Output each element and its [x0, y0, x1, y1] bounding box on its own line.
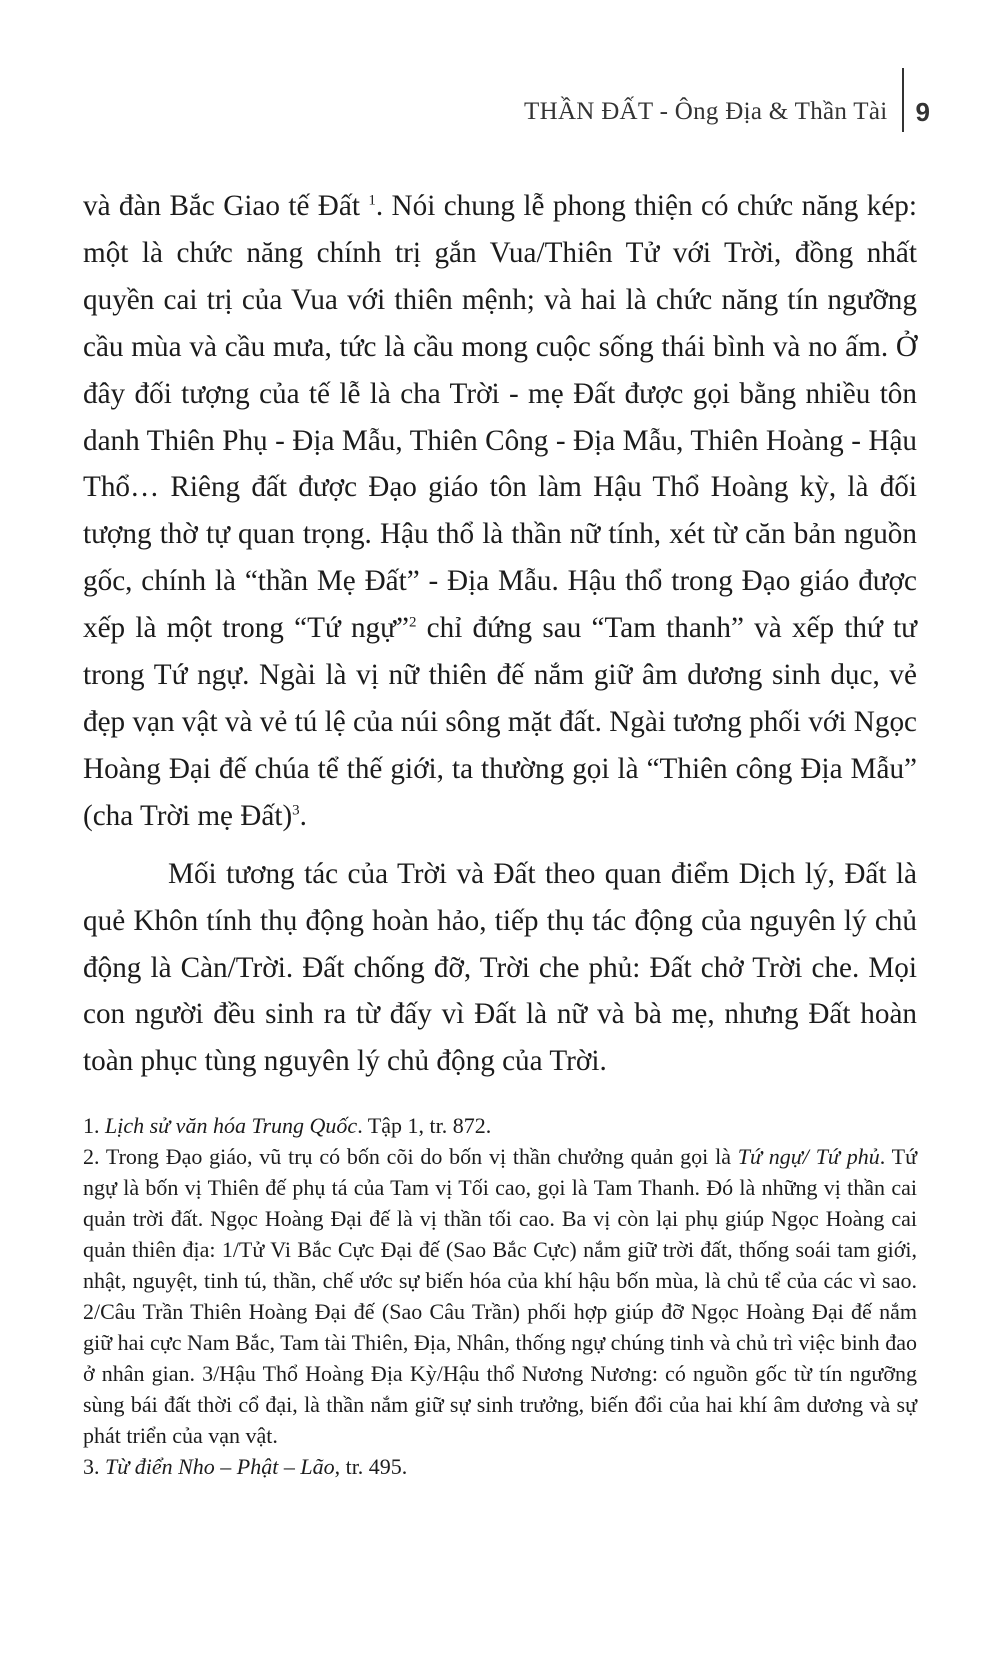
footnote-2-number: 2.: [83, 1144, 106, 1169]
footnote-1-title: Lịch sử văn hóa Trung Quốc: [105, 1113, 358, 1138]
footnote-2: [83, 1141, 917, 1451]
footnotes: [83, 1110, 917, 1482]
paragraph-1-part-b: . Nói chung lễ phong thiện có chức năng kép: một là chức năng chính trị gắn Vua/Thiên Tử với Trời, đồng nhất quyền cai trị của Vua với thiên mệnh; và hai là chức năng tín ngưỡng cầu mùa và cầu mưa, tức là cầu mong cuộc sống thái bình và no ấm. Ở đây đối tượng của tế lễ là cha Trời - mẹ Đất được gọi bằng nhiều tôn danh Thiên Phụ - Địa Mẫu, Thiên Công - Địa Mẫu, Thiên Hoàng - Hậu Thổ… Riêng đất được Đạo giáo tôn làm Hậu Thổ Hoàng kỳ, là đối tượng thờ tự quan trọng. Hậu thổ là thần nữ tính, xét từ căn bản nguồn gốc, chính là “thần Mẹ Đất” - Địa Mẫu. Hậu thổ trong Đạo giáo được xếp là một trong “Tứ ngự”: [83, 190, 917, 645]
footnote-2-italic-term: Tứ ngự/ Tứ phủ: [737, 1144, 880, 1169]
paragraph-1-part-c: chỉ đứng sau “Tam thanh” và xếp thứ tư trong Tứ ngự. Ngài là vị nữ thiên đế nắm giữ âm dương sinh dục, vẻ đẹp vạn vật và vẻ tú lệ của núi sông mặt đất. Ngài tương phối với Ngọc Hoàng Đại đế chúa tể thế giới, ta thường gọi là “Thiên công Địa Mẫu” (cha Trời mẹ Đất): [83, 612, 917, 832]
footnote-3-title: Từ điển Nho – Phật – Lão: [105, 1454, 335, 1479]
footnote-1-rest: . Tập 1, tr. 872.: [357, 1113, 492, 1138]
footnote-1: [83, 1110, 917, 1141]
footnote-3-rest: , tr. 495.: [334, 1454, 408, 1479]
running-head-title: THẦN ĐẤT - Ông Địa & Thần Tài: [524, 98, 888, 125]
running-head: [524, 92, 930, 132]
footnote-ref-1: 1: [368, 192, 376, 209]
footnote-2-part-a: Trong Đạo giáo, vũ trụ có bốn cõi do bốn vị thần chưởng quản gọi là: [105, 1144, 738, 1169]
paragraph-1-part-d: .: [299, 799, 307, 832]
footnote-3-number: 3.: [83, 1454, 105, 1479]
footnote-1-number: 1.: [83, 1113, 105, 1138]
footnote-3: [83, 1451, 917, 1482]
body-text: [83, 183, 917, 1085]
running-head-divider: [902, 68, 904, 132]
page-number: 9: [915, 96, 930, 127]
paragraph-2: Mối tương tác của Trời và Đất theo quan điểm Dịch lý, Đất là quẻ Khôn tính thụ động hoàn hảo, tiếp thụ tác động của nguyên lý chủ động là Càn/Trời. Đất chống đỡ, Trời che phủ: Đất chở Trời che. Mọi con người đều sinh ra từ đấy vì Đất là nữ và bà mẹ, nhưng Đất hoàn toàn phục tùng nguyên lý chủ động của Trời.: [83, 857, 917, 1078]
paragraph-1-part-a: và đàn Bắc Giao tế Đất: [83, 190, 369, 222]
footnote-ref-2: 2: [408, 614, 417, 631]
paragraph-1: [83, 183, 917, 840]
footnote-2-part-b: . Tứ ngự là bốn vị Thiên đế phụ tá của Tam vị Tối cao, gọi là Tam Thanh. Đó là những vị thần cai quản trời đất. Ngọc Hoàng Đại đế là vị thần tối cao. Ba vị còn lại phụ giúp Ngọc Hoàng cai quản thiên địa: 1/Tử Vi Bắc Cực Đại đế (Sao Bắc Cực) nắm giữ trời đất, thống soái tam giới, nhật, nguyệt, tinh tú, thần, chế ước sự biến hóa của khí hậu bốn mùa, là chủ tể của các vì sao. 2/Câu Trần Thiên Hoàng Đại đế (Sao Câu Trần) phối hợp giúp đỡ Ngọc Hoàng Đại đế nắm giữ hai cực Nam Bắc, Tam tài Thiên, Địa, Nhân, thống ngự chúng tinh và chủ trì việc binh đao ở nhân gian. 3/Hậu Thổ Hoàng Địa Kỳ/Hậu thổ Nương Nương: có nguồn gốc từ tín ngưỡng sùng bái đất thời cổ đại, là thần nắm giữ sự sinh trưởng, biến đổi của hai khí âm dương và sự phát triển của vạn vật.: [83, 1144, 917, 1448]
footnote-ref-3: 3: [292, 802, 300, 819]
